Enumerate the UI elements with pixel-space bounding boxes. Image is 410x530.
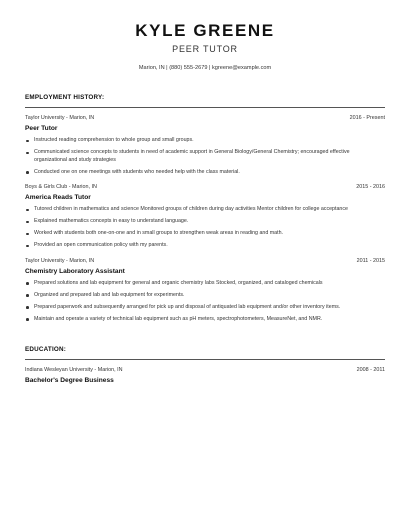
job-entry [25,114,385,176]
job-bullet: Tutored children in mathematics and science Monitored groups of children during day activities Mentor children for college acceptance [25,206,385,214]
job-bullet: Instructed reading comprehension to whole group and small groups. [25,137,385,145]
job-bullets [25,206,385,250]
job-organization: Boys & Girls Club - Marion, IN [25,184,97,191]
job-bullets [25,137,385,176]
job-role: America Reads Tutor [25,194,91,202]
job-bullet: Conducted one on one meetings with students who needed help with the class material. [25,169,385,177]
job-meta [25,183,385,191]
job-bullet: Maintain and operate a variety of technical lab equipment such as pH meters, spectrophotometers, MeasureNet, and NMR. [25,316,385,324]
employment-heading: EMPLOYMENT HISTORY: [25,94,105,101]
job-bullet: Prepared solutions and lab equipment for general and organic chemistry labs Stocked, organized, and cataloged chemicals [25,280,385,288]
education-heading: EDUCATION: [25,346,67,354]
job-bullet: Organized and prepared lab and lab equipment for experiments. [25,292,385,300]
job-entry [25,183,385,250]
job-role: Chemistry Laboratory Assistant [25,267,125,275]
job-organization: Taylor University - Marion, IN [25,257,95,264]
job-meta [25,114,385,122]
job-dates: 2016 - Present [349,115,385,121]
education-school: Indiana Wesleyan University - Marion, IN [25,367,123,374]
job-bullet: Communicated science concepts to students in need of academic support in General Biology/General Chemistry; encouraged effective organizational and study strategies [25,149,385,164]
job-meta [25,257,385,265]
job-dates: 2015 - 2016 [356,184,385,191]
education-entry [25,366,385,385]
job-bullet: Explained mathematics concepts in easy to understand language. [25,218,385,226]
job-bullet: Prepared paperwork and subsequently arranged for pick up and disposal of antiquated lab equipment and/or other inventory items. [25,304,385,312]
contact-line: Marion, IN | (880) 555-2679 | kgreene@example.com [138,65,272,71]
education-degree: Bachelor's Degree Business [25,377,114,385]
job-dates: 2011 - 2015 [356,257,385,264]
job-role: Peer Tutor [25,125,58,132]
job-bullet: Provided an open communication policy with my parents. [25,242,385,250]
education-dates: 2008 - 2011 [356,367,385,374]
job-organization: Taylor University - Marion, IN [25,115,95,121]
section-divider [25,107,385,108]
job-bullet: Worked with students both one-on-one and in small groups to strengthen weak areas in reading and math. [25,230,385,238]
job-entry [25,257,385,324]
job-bullets [25,280,385,324]
section-divider [25,359,385,360]
education-meta [25,366,385,374]
candidate-name: KYLE GREENE [135,21,275,40]
candidate-title: PEER TUTOR [172,44,238,54]
